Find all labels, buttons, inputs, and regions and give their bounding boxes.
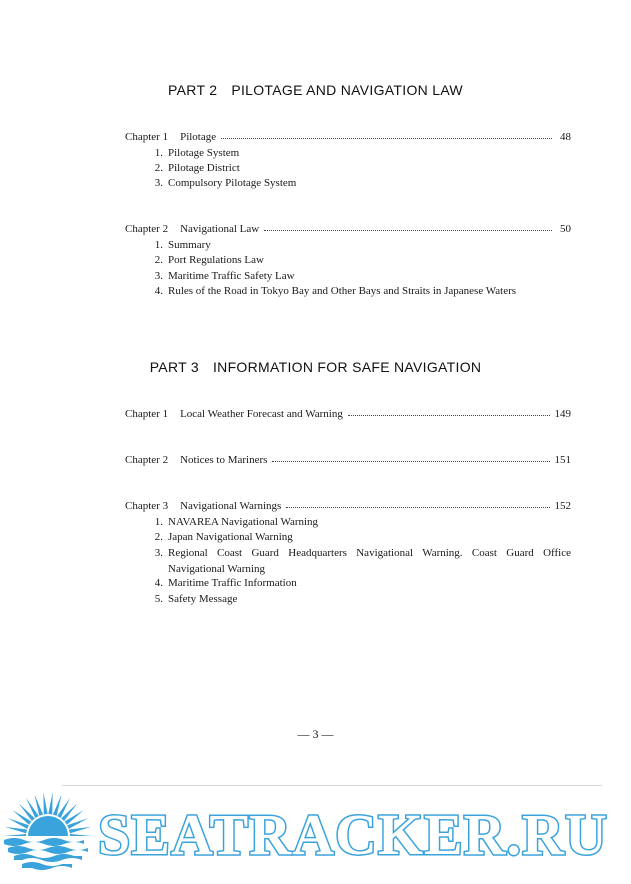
chapter-title: Navigational Law: [180, 223, 260, 235]
page-ref: 152: [554, 500, 571, 512]
toc-entry-part3-chapter1[interactable]: [125, 408, 571, 420]
list-item: 3. Regional Coast Guard Headquarters Navigational Warning. Coast Guard Office Navigational Warning: [154, 547, 571, 575]
chapter-title: Notices to Mariners: [180, 454, 268, 466]
sun-ray: [5, 827, 27, 834]
watermark-text: SEATRACKER.RU: [98, 802, 608, 867]
toc-entry-part3-chapter3[interactable]: [125, 500, 571, 512]
list-item: 3. Compulsory Pilotage System: [154, 177, 297, 189]
footer-divider: [62, 785, 602, 786]
chapter-label: Chapter 2: [125, 454, 169, 466]
chapter-label: Chapter 2: [125, 223, 169, 235]
toc-entry-part2-chapter2[interactable]: [125, 223, 571, 235]
dot-leader: [272, 461, 549, 462]
part2-title: PILOTAGE AND NAVIGATION LAW: [231, 82, 463, 98]
list-item: 1. NAVAREA Navigational Warning: [154, 516, 319, 528]
list-item: 3. Maritime Traffic Safety Law: [154, 270, 295, 282]
chapter-title: Pilotage: [180, 131, 217, 143]
list-item: 1. Summary: [154, 239, 211, 251]
part2-number: PART 2: [168, 82, 218, 98]
sun-ray: [43, 792, 47, 814]
list-item: 2. Pilotage District: [154, 162, 240, 174]
dot-leader: [286, 507, 549, 508]
part3-heading: [0, 359, 631, 375]
toc-entry-part3-chapter2[interactable]: [125, 454, 571, 466]
sun-ray: [48, 792, 52, 814]
dot-leader: [264, 230, 552, 231]
page-ref: 48: [560, 131, 571, 143]
sun-ray: [69, 827, 91, 834]
dot-leader: [348, 415, 550, 416]
chapter-title: Navigational Warnings: [180, 500, 282, 512]
sun-ray: [19, 803, 35, 821]
part3-number: PART 3: [149, 359, 199, 375]
chapter-label: Chapter 1: [125, 408, 169, 420]
list-item: 4. Maritime Traffic Information: [154, 577, 297, 589]
list-item: 4. Rules of the Road in Tokyo Bay and Other Bays and Straits in Japanese Waters: [154, 285, 517, 297]
page-ref: 151: [554, 454, 571, 466]
chapter-label: Chapter 1: [125, 131, 169, 143]
part2-heading: [0, 82, 631, 98]
chapter-label: Chapter 3: [125, 500, 169, 512]
list-item: 1. Pilotage System: [154, 147, 240, 159]
chapter-title: Local Weather Forecast and Warning: [180, 408, 343, 420]
list-item: 5. Safety Message: [154, 593, 238, 605]
list-item: 2. Port Regulations Law: [154, 254, 264, 266]
list-item: 2. Japan Navigational Warning: [154, 531, 293, 543]
page-number: — 3 —: [297, 727, 334, 741]
sun-ray: [61, 803, 77, 821]
page-ref: 149: [554, 408, 571, 420]
sun-ray: [12, 810, 31, 825]
toc-entry-part2-chapter1[interactable]: [125, 131, 571, 143]
part3-title: INFORMATION FOR SAFE NAVIGATION: [212, 359, 482, 375]
dot-leader: [221, 138, 552, 139]
sun-ray: [65, 810, 84, 825]
page-ref: 50: [560, 223, 571, 235]
